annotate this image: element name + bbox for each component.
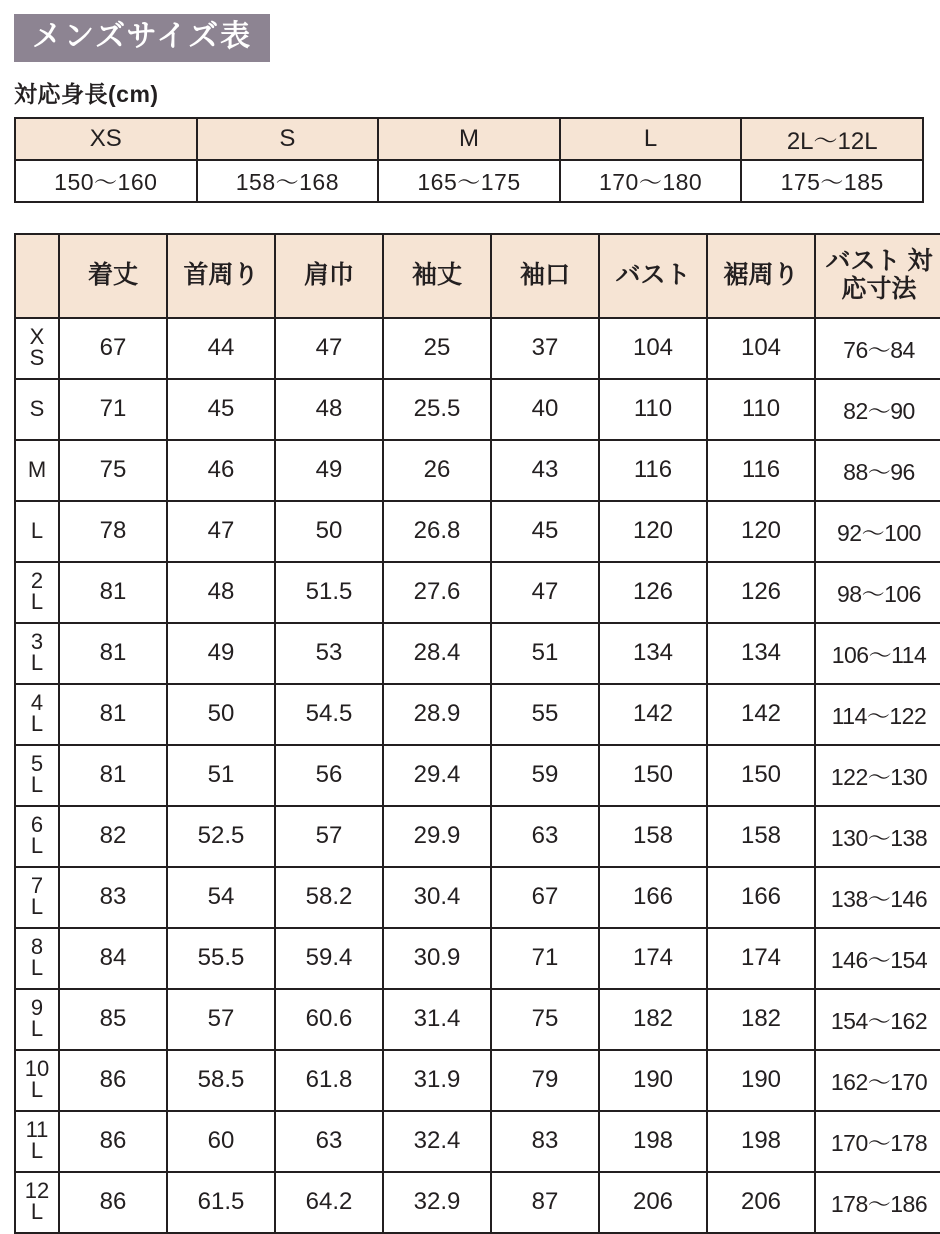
table-cell: 182: [599, 989, 707, 1050]
height-table-value-row: [15, 160, 923, 202]
measurement-table-body: [15, 318, 940, 1233]
table-cell: 81: [59, 684, 167, 745]
table-cell: 44: [167, 318, 275, 379]
table-cell: 45: [491, 501, 599, 562]
table-cell: 63: [275, 1111, 383, 1172]
row-size-line2: L: [30, 1077, 44, 1102]
table-cell: 50: [275, 501, 383, 562]
table-cell: 55.5: [167, 928, 275, 989]
height-size-header: 2L〜12L: [741, 118, 923, 160]
table-cell: 150: [707, 745, 815, 806]
table-cell: 31.4: [383, 989, 491, 1050]
table-cell: 67: [59, 318, 167, 379]
table-row: [15, 806, 940, 867]
table-cell: 48: [167, 562, 275, 623]
table-cell: 166: [707, 867, 815, 928]
table-row: [15, 867, 940, 928]
row-size-line2: L: [30, 1138, 44, 1163]
table-cell: 54: [167, 867, 275, 928]
table-cell: 49: [275, 440, 383, 501]
table-cell: 120: [599, 501, 707, 562]
table-row: [15, 989, 940, 1050]
row-size-label: [15, 562, 59, 623]
row-size-line2: L: [30, 772, 44, 797]
row-size-label: [15, 440, 59, 501]
table-row: [15, 440, 940, 501]
table-cell: 146〜154: [815, 928, 940, 989]
table-cell: 84: [59, 928, 167, 989]
table-cell: 142: [599, 684, 707, 745]
page-title: メンズサイズ表: [14, 14, 270, 62]
column-header-cuff: 袖口: [491, 234, 599, 318]
height-size-header: M: [378, 118, 560, 160]
height-range-cell: 165〜175: [378, 160, 560, 202]
table-cell: 59: [491, 745, 599, 806]
table-cell: 75: [491, 989, 599, 1050]
table-cell: 57: [167, 989, 275, 1050]
table-cell: 59.4: [275, 928, 383, 989]
column-header-bust-fit-line2: 対応寸法: [841, 247, 933, 303]
row-size-line2: L: [30, 1016, 44, 1041]
row-size-line1: 4: [30, 690, 44, 716]
table-cell: 182: [707, 989, 815, 1050]
table-cell: 53: [275, 623, 383, 684]
table-row: [15, 684, 940, 745]
table-cell: 190: [599, 1050, 707, 1111]
table-row: [15, 1172, 940, 1233]
table-cell: 174: [707, 928, 815, 989]
table-cell: 28.9: [383, 684, 491, 745]
table-cell: 58.5: [167, 1050, 275, 1111]
table-cell: 178〜186: [815, 1172, 940, 1233]
table-row: [15, 562, 940, 623]
table-cell: 134: [707, 623, 815, 684]
table-cell: 55: [491, 684, 599, 745]
table-cell: 30.4: [383, 867, 491, 928]
table-cell: 37: [491, 318, 599, 379]
table-cell: 83: [59, 867, 167, 928]
column-header-bust-fit: [815, 234, 940, 318]
row-size-line1: M: [27, 456, 47, 482]
table-cell: 82〜90: [815, 379, 940, 440]
table-cell: 86: [59, 1172, 167, 1233]
table-cell: 104: [599, 318, 707, 379]
table-cell: 82: [59, 806, 167, 867]
row-size-label: [15, 318, 59, 379]
row-size-label: [15, 989, 59, 1050]
table-cell: 116: [599, 440, 707, 501]
table-cell: 47: [167, 501, 275, 562]
column-header-shoulder: 肩巾: [275, 234, 383, 318]
height-table: [14, 117, 924, 203]
table-cell: 67: [491, 867, 599, 928]
table-cell: 126: [707, 562, 815, 623]
row-size-label: [15, 379, 59, 440]
table-row: [15, 1111, 940, 1172]
row-size-label: [15, 684, 59, 745]
table-cell: 122〜130: [815, 745, 940, 806]
row-size-label: [15, 806, 59, 867]
table-cell: 142: [707, 684, 815, 745]
table-cell: 47: [491, 562, 599, 623]
table-row: [15, 1050, 940, 1111]
table-cell: 63: [491, 806, 599, 867]
row-size-label: [15, 1050, 59, 1111]
table-cell: 61.8: [275, 1050, 383, 1111]
table-cell: 43: [491, 440, 599, 501]
table-cell: 79: [491, 1050, 599, 1111]
table-cell: 170〜178: [815, 1111, 940, 1172]
table-cell: 60.6: [275, 989, 383, 1050]
table-cell: 25.5: [383, 379, 491, 440]
table-cell: 47: [275, 318, 383, 379]
table-cell: 126: [599, 562, 707, 623]
row-size-line2: L: [30, 833, 44, 858]
table-row: [15, 745, 940, 806]
table-cell: 120: [707, 501, 815, 562]
table-row: [15, 318, 940, 379]
height-range-cell: 158〜168: [197, 160, 379, 202]
row-size-line1: 11: [25, 1117, 49, 1143]
table-cell: 190: [707, 1050, 815, 1111]
table-cell: 86: [59, 1111, 167, 1172]
table-cell: 81: [59, 623, 167, 684]
column-header-sleeve-length: 袖丈: [383, 234, 491, 318]
height-table-header-row: [15, 118, 923, 160]
table-cell: 150: [599, 745, 707, 806]
height-size-header: S: [197, 118, 379, 160]
row-size-line2: L: [30, 589, 44, 614]
row-size-line1: 7: [30, 873, 44, 899]
table-cell: 50: [167, 684, 275, 745]
table-cell: 32.4: [383, 1111, 491, 1172]
table-cell: 75: [59, 440, 167, 501]
height-section-label: 対応身長(cm): [14, 80, 159, 107]
table-cell: 31.9: [383, 1050, 491, 1111]
table-cell: 104: [707, 318, 815, 379]
table-cell: 26.8: [383, 501, 491, 562]
table-cell: 32.9: [383, 1172, 491, 1233]
table-cell: 134: [599, 623, 707, 684]
height-size-header: XS: [15, 118, 197, 160]
column-header-bust: バスト: [599, 234, 707, 318]
table-cell: 71: [491, 928, 599, 989]
row-size-label: [15, 1111, 59, 1172]
column-header-length: 着丈: [59, 234, 167, 318]
row-size-label: [15, 745, 59, 806]
row-size-line2: L: [30, 894, 44, 919]
table-cell: 54.5: [275, 684, 383, 745]
table-cell: 166: [599, 867, 707, 928]
row-size-line2: L: [30, 711, 44, 736]
row-size-label: [15, 501, 59, 562]
row-size-line1: 12: [24, 1178, 50, 1204]
table-cell: 198: [707, 1111, 815, 1172]
row-size-label: [15, 928, 59, 989]
table-cell: 56: [275, 745, 383, 806]
row-size-line2: L: [30, 955, 44, 980]
table-cell: 78: [59, 501, 167, 562]
table-row: [15, 623, 940, 684]
table-cell: 51.5: [275, 562, 383, 623]
row-size-label: [15, 867, 59, 928]
row-size-line2: S: [29, 345, 45, 370]
height-range-cell: 175〜185: [741, 160, 923, 202]
table-cell: 138〜146: [815, 867, 940, 928]
table-cell: 198: [599, 1111, 707, 1172]
table-row: [15, 501, 940, 562]
row-size-line1: 6: [30, 812, 44, 838]
table-cell: 30.9: [383, 928, 491, 989]
measurement-corner-cell: [15, 234, 59, 318]
table-row: [15, 928, 940, 989]
table-cell: 29.9: [383, 806, 491, 867]
row-size-line2: L: [30, 650, 44, 675]
height-size-header: L: [560, 118, 742, 160]
table-cell: 57: [275, 806, 383, 867]
table-cell: 162〜170: [815, 1050, 940, 1111]
row-size-line1: 3: [30, 629, 44, 655]
table-cell: 110: [707, 379, 815, 440]
table-cell: 49: [167, 623, 275, 684]
column-header-neck: 首周り: [167, 234, 275, 318]
table-cell: 26: [383, 440, 491, 501]
table-row: [15, 379, 940, 440]
table-cell: 98〜106: [815, 562, 940, 623]
table-cell: 83: [491, 1111, 599, 1172]
row-size-line1: S: [29, 395, 45, 421]
table-cell: 76〜84: [815, 318, 940, 379]
row-size-line1: X: [29, 324, 45, 350]
table-cell: 52.5: [167, 806, 275, 867]
measurement-header-row: [15, 234, 940, 318]
height-range-cell: 150〜160: [15, 160, 197, 202]
table-cell: 27.6: [383, 562, 491, 623]
table-cell: 87: [491, 1172, 599, 1233]
table-cell: 85: [59, 989, 167, 1050]
table-cell: 86: [59, 1050, 167, 1111]
table-cell: 130〜138: [815, 806, 940, 867]
row-size-label: [15, 1172, 59, 1233]
table-cell: 116: [707, 440, 815, 501]
table-cell: 29.4: [383, 745, 491, 806]
measurement-table: [14, 233, 940, 1234]
height-range-cell: 170〜180: [560, 160, 742, 202]
table-cell: 51: [491, 623, 599, 684]
table-cell: 114〜122: [815, 684, 940, 745]
table-cell: 206: [707, 1172, 815, 1233]
table-cell: 51: [167, 745, 275, 806]
table-cell: 71: [59, 379, 167, 440]
table-cell: 158: [599, 806, 707, 867]
row-size-line1: 9: [30, 995, 44, 1021]
row-size-line1: L: [30, 517, 44, 543]
table-cell: 81: [59, 562, 167, 623]
table-cell: 40: [491, 379, 599, 440]
table-cell: 64.2: [275, 1172, 383, 1233]
table-cell: 60: [167, 1111, 275, 1172]
table-cell: 110: [599, 379, 707, 440]
row-size-line1: 2: [30, 568, 44, 594]
row-size-line1: 5: [30, 751, 44, 777]
table-cell: 81: [59, 745, 167, 806]
table-cell: 45: [167, 379, 275, 440]
table-cell: 158: [707, 806, 815, 867]
table-cell: 46: [167, 440, 275, 501]
column-header-hem: 裾周り: [707, 234, 815, 318]
table-cell: 174: [599, 928, 707, 989]
table-cell: 154〜162: [815, 989, 940, 1050]
row-size-line2: L: [30, 1199, 44, 1224]
table-cell: 92〜100: [815, 501, 940, 562]
row-size-line1: 10: [24, 1056, 50, 1082]
table-cell: 25: [383, 318, 491, 379]
column-header-bust-fit-line1: バスト: [825, 247, 901, 275]
table-cell: 28.4: [383, 623, 491, 684]
table-cell: 61.5: [167, 1172, 275, 1233]
row-size-line1: 8: [30, 934, 44, 960]
table-cell: 48: [275, 379, 383, 440]
table-cell: 206: [599, 1172, 707, 1233]
table-cell: 88〜96: [815, 440, 940, 501]
table-cell: 106〜114: [815, 623, 940, 684]
table-cell: 58.2: [275, 867, 383, 928]
row-size-label: [15, 623, 59, 684]
